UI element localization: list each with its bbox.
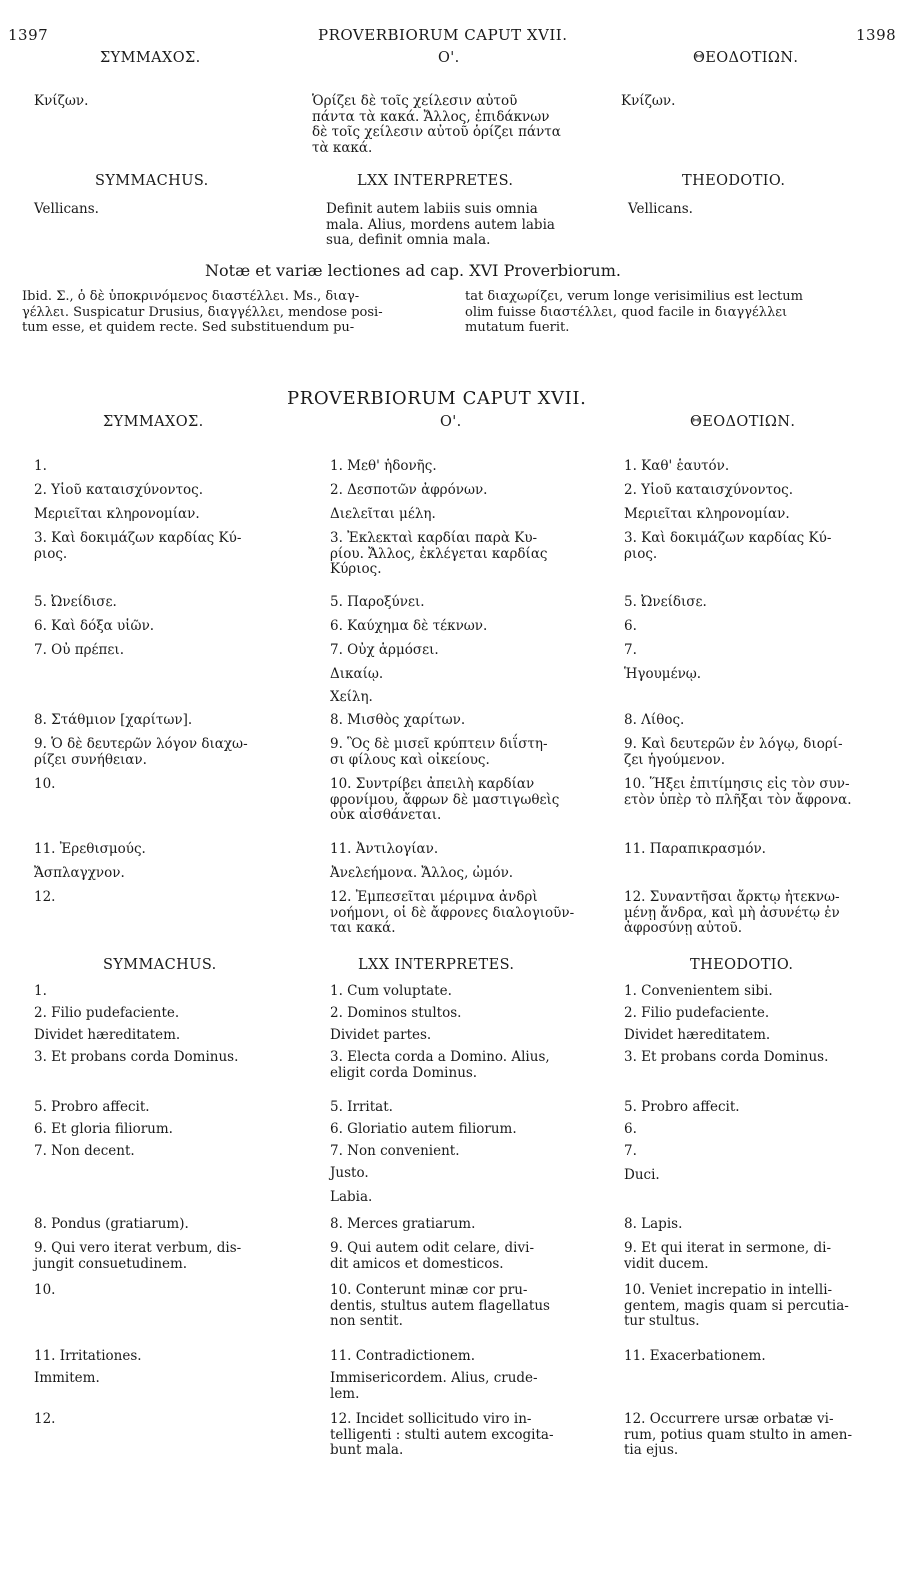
verse-entry [330, 866, 513, 882]
verse-entry [330, 1217, 475, 1233]
verse-entry [34, 1050, 238, 1066]
verse-line: 3. Electa corda a Domino. Alius, [330, 1049, 550, 1065]
verse-line: ρίου. Ἄλλος, ἐκλέγεται καρδίας [330, 545, 548, 562]
verse-line: Justo. [330, 1165, 369, 1181]
verse-line: Κύριος. [330, 561, 382, 578]
verse-entry [330, 531, 548, 578]
verse-entry [330, 1241, 534, 1272]
verse-entry [330, 667, 383, 683]
verse-line: bunt mala. [330, 1442, 404, 1459]
chapter-header-lxx-greek: Ο'. [440, 414, 462, 430]
header-symmachus-greek: ΣΥΜΜΑΧΟΣ. [100, 50, 201, 66]
verse-line: jungit consuetudinem. [34, 1255, 188, 1272]
verse-line: vidit ducem. [624, 1255, 709, 1272]
verse-line: 11. Exacerbationem. [624, 1348, 766, 1364]
verse-line: Χείλη. [330, 689, 373, 705]
verse-line: 2. Υἱοῦ καταισχύνοντος. [34, 482, 204, 498]
verse-entry [330, 1028, 431, 1044]
page-number-right: 1398 [856, 26, 897, 44]
verse-entry [624, 667, 701, 683]
verse-line: 5. Probro affecit. [34, 1099, 150, 1115]
verse-line: ρίζει συνήθειαν. [34, 751, 147, 768]
verse-line: non sentit. [330, 1313, 403, 1330]
verse-line: 5. Ὠνείδισε. [34, 594, 117, 610]
verse-entry [330, 690, 373, 706]
verse-entry [624, 842, 766, 858]
verse-entry [330, 737, 548, 768]
verse-line: 5. Irritat. [330, 1099, 393, 1115]
verse-line: 11. Παραπικρασμόν. [624, 841, 766, 857]
verse-entry [34, 1283, 55, 1299]
verse-entry [624, 984, 773, 1000]
chapter-title: PROVERBIORUM CAPUT XVII. [287, 388, 587, 409]
verse-entry [34, 1100, 150, 1116]
verse-line: Μεριεῖται κληρονομίαν. [34, 506, 200, 522]
verse-entry [624, 1100, 740, 1116]
verse-entry [330, 1144, 460, 1160]
verse-line: 5. Probro affecit. [624, 1099, 740, 1115]
verse-line: ριος. [34, 545, 68, 562]
verse-line: 5. Παροξύνει. [330, 594, 425, 610]
verse-line: 2. Δεσποτῶν ἀφρόνων. [330, 482, 488, 498]
verse-line: 1. Καθ' ἑαυτόν. [624, 458, 730, 474]
verse-entry [34, 619, 154, 635]
verse-entry [330, 1166, 369, 1182]
verse-line: 12. [34, 889, 56, 905]
verse-line: 3. Καὶ δοκιμάζων καρδίας Κύ- [624, 530, 832, 546]
verse-line: tur stultus. [624, 1313, 700, 1330]
running-title: PROVERBIORUM CAPUT XVII. [318, 26, 568, 44]
verse-line: 3. Ἐκλεκταὶ καρδίαι παρὰ Κυ- [330, 530, 538, 546]
verse-line: Δικαίῳ. [330, 666, 384, 682]
verse-line: οὐκ αἰσθάνεται. [330, 807, 442, 824]
verse-line: 3. Et probans corda Dominus. [624, 1049, 829, 1065]
verse-line: rum, potius quam stulto in amen- [624, 1426, 853, 1443]
verse-entry [624, 507, 790, 523]
verse-line: 10. [34, 776, 56, 792]
verse-line: 1. Μεθ' ἡδονῆς. [330, 458, 437, 474]
verse-line: 1. Cum voluptate. [330, 983, 452, 999]
verse-entry [330, 459, 437, 475]
verse-line: 12. Occurrere ursæ orbatæ vi- [624, 1411, 834, 1427]
verse-line: Dividet hæreditatem. [34, 1027, 181, 1043]
verse-entry [34, 507, 200, 523]
verse-entry [34, 459, 47, 475]
verse-entry [34, 1371, 100, 1387]
verse-line: gentem, magis quam si percutia- [624, 1297, 849, 1314]
verse-entry [330, 1371, 538, 1402]
verse-entry [330, 984, 452, 1000]
verse-line: 6. [624, 618, 637, 634]
chapter-header-theodotio-latin: THEODOTIO. [690, 957, 794, 973]
verse-line: 6. [624, 1121, 637, 1137]
verse-entry [34, 643, 124, 659]
verse-line: ται κακά. [330, 920, 396, 937]
verse-line: 2. Filio pudefaciente. [624, 1005, 770, 1021]
verse-entry [624, 1217, 682, 1233]
verse-entry [624, 459, 729, 475]
verse-entry [34, 1349, 142, 1365]
verse-entry [34, 483, 203, 499]
verse-line: 9. Qui autem odit celare, divi- [330, 1240, 535, 1256]
verse-line: 9. Ὃς δὲ μισεῖ κρύπτειν διΐστη- [330, 736, 548, 752]
verse-line: Διελεῖται μέλη. [330, 506, 436, 522]
verse-entry [34, 984, 47, 1000]
chapter-header-symmachus-greek: ΣΥΜΜΑΧΟΣ. [103, 414, 204, 430]
verse-entry [34, 1412, 55, 1428]
verse-entry [624, 1050, 828, 1066]
verse-line: Immisericordem. Alius, crude- [330, 1370, 538, 1386]
verse-line: 9. Qui vero iterat verbum, dis- [34, 1240, 242, 1256]
verse-entry [330, 1349, 475, 1365]
verse-entry [624, 595, 707, 611]
verse-line: 1. [34, 983, 47, 999]
header-symmachus-latin: SYMMACHUS. [95, 173, 209, 189]
verse-entry [330, 1283, 550, 1330]
header-theodotio-latin: THEODOTIO. [682, 173, 786, 189]
verse-entry [330, 1412, 554, 1459]
verse-entry [34, 1028, 180, 1044]
verse-entry [34, 531, 241, 562]
verse-entry [624, 1412, 852, 1459]
verse-line: ἀφροσύνῃ αὐτοῦ. [624, 920, 743, 937]
header-lxx-latin: LXX INTERPRETES. [357, 173, 514, 189]
verse-entry [624, 1283, 849, 1330]
notes-left: Ibid. Σ., ὁ δὲ ὑποκρινόμενος διαστέλλει. Ms., διαγ- γέλλει. Suspicatur Drusius, διαγγέλλει, mendose posi- tum esse, et quidem recte. Sed substituendum pu- [22, 289, 383, 335]
verse-entry [34, 777, 55, 793]
verse-line: 11. Ἐρεθισμούς. [34, 841, 146, 857]
verse-line: 1. Convenientem sibi. [624, 983, 773, 999]
verse-entry [34, 1144, 135, 1160]
verse-entry [34, 1006, 179, 1022]
verse-line: 1. [34, 458, 47, 474]
verse-line: 10. Συντρίβει ἀπειλὴ καρδίαν [330, 776, 535, 792]
verse-entry [330, 1050, 550, 1081]
top-latin-symmachus: Vellicans. [34, 201, 99, 217]
verse-line: 6. Et gloria filiorum. [34, 1121, 173, 1137]
verse-entry [34, 1122, 173, 1138]
verse-entry [34, 1241, 241, 1272]
verse-line: 10. Conterunt minæ cor pru- [330, 1282, 528, 1298]
verse-line: 10. Veniet increpatio in intelli- [624, 1282, 833, 1298]
verse-line: 7. Non convenient. [330, 1143, 460, 1159]
verse-entry [624, 713, 684, 729]
verse-line: Labia. [330, 1189, 373, 1205]
verse-line: 8. Μισθὸς χαρίτων. [330, 712, 466, 728]
verse-entry [34, 713, 192, 729]
verse-line: νοήμονι, οἱ δὲ ἄφρονες διαλογιοῦν- [330, 904, 575, 921]
verse-line: 12. Ἐμπεσεῖται μέριμνα ἀνδρὶ [330, 889, 538, 905]
verse-line: Dividet partes. [330, 1027, 432, 1043]
verse-entry [330, 643, 439, 659]
chapter-header-theodotion-greek: ΘΕΟΔΟΤΙΩΝ. [690, 414, 796, 430]
verse-line: 2. Υἱοῦ καταισχύνοντος. [624, 482, 794, 498]
verse-entry [34, 595, 117, 611]
verse-line: 10. [34, 1282, 56, 1298]
verse-entry [34, 866, 125, 882]
verse-line: 2. Filio pudefaciente. [34, 1005, 180, 1021]
verse-entry [330, 507, 436, 523]
verse-line: Ἀνελεήμονα. Ἄλλος, ὠμόν. [330, 865, 514, 881]
verse-line: 8. Στάθμιον [χαρίτων]. [34, 712, 193, 728]
verse-line: 8. Lapis. [624, 1216, 683, 1232]
top-greek-theodotion: Κνίζων. [621, 93, 676, 109]
verse-entry [624, 1241, 831, 1272]
verse-line: tia ejus. [624, 1442, 679, 1459]
verse-entry [624, 1168, 660, 1184]
verse-entry [330, 713, 465, 729]
verse-entry [330, 842, 438, 858]
verse-line: 8. Pondus (gratiarum). [34, 1216, 189, 1232]
verse-entry [34, 1217, 189, 1233]
verse-line: Duci. [624, 1167, 660, 1183]
top-latin-lxx: Definit autem labiis suis omnia mala. Alius, mordens autem labia sua, definit omnia mala. [326, 201, 555, 249]
verse-line: 11. Contradictionem. [330, 1348, 476, 1364]
header-lxx-greek: Ο'. [438, 50, 460, 66]
verse-line: ριος. [624, 545, 658, 562]
verse-line: 7. Οὐ πρέπει. [34, 642, 124, 658]
verse-line: Ἡγουμένῳ. [624, 666, 702, 682]
verse-line: Immitem. [34, 1370, 100, 1386]
verse-entry [330, 619, 487, 635]
verse-line: 8. Λίθος. [624, 712, 685, 728]
verse-entry [330, 777, 559, 824]
verse-entry [624, 1028, 770, 1044]
verse-line: μένῃ ἄνδρα, καὶ μὴ ἀσυνέτῳ ἐν [624, 904, 840, 921]
verse-line: φρονίμου, ἄφρων δὲ μαστιγωθεὶς [330, 791, 560, 808]
verse-line: 12. Incidet sollicitudo viro in- [330, 1411, 532, 1427]
verse-line: σι φίλους καὶ οἰκείους. [330, 751, 490, 768]
verse-entry [624, 1349, 766, 1365]
verse-line: 7. Οὐχ ἁρμόσει. [330, 642, 439, 658]
verse-entry [624, 531, 831, 562]
notes-title: Notæ et variæ lectiones ad cap. XVI Proverbiorum. [205, 261, 621, 280]
verse-entry [624, 643, 637, 659]
verse-entry [624, 777, 852, 808]
verse-line: eligit corda Dominus. [330, 1064, 478, 1081]
verse-line: 9. Καὶ δευτερῶν ἐν λόγῳ, διορί- [624, 736, 843, 752]
notes-right: tat διαχωρίζει, verum longe verisimilius est lectum olim fuisse διαστέλλει, quod facile in διαγγέλλει mutatum fuerit. [465, 289, 803, 335]
verse-line: 11. Ἀντιλογίαν. [330, 841, 439, 857]
chapter-header-symmachus-latin: SYMMACHUS. [103, 957, 217, 973]
verse-line: Dividet hæreditatem. [624, 1027, 771, 1043]
header-theodotion-greek: ΘΕΟΔΟΤΙΩΝ. [693, 50, 799, 66]
verse-entry [624, 737, 843, 768]
verse-line: ετὸν ὑπὲρ τὸ πλῆξαι τὸν ἄφρονα. [624, 791, 852, 808]
verse-line: dit amicos et domesticos. [330, 1255, 504, 1272]
verse-line: ζει ἡγούμενον. [624, 751, 725, 768]
verse-line: 6. Gloriatio autem filiorum. [330, 1121, 517, 1137]
verse-line: 3. Καὶ δοκιμάζων καρδίας Κύ- [34, 530, 242, 546]
chapter-header-lxx-latin: LXX INTERPRETES. [358, 957, 515, 973]
page-number-left: 1397 [8, 26, 49, 44]
verse-entry [330, 1190, 372, 1206]
verse-entry [624, 483, 793, 499]
verse-line: 7. Non decent. [34, 1143, 135, 1159]
verse-line: Ἄσπλαγχνον. [34, 865, 125, 881]
verse-line: 7. [624, 642, 637, 658]
verse-line: Μεριεῖται κληρονομίαν. [624, 506, 790, 522]
verse-entry [330, 1006, 461, 1022]
verse-line: 6. Καύχημα δὲ τέκνων. [330, 618, 488, 634]
verse-line: dentis, stultus autem flagellatus [330, 1297, 550, 1314]
verse-entry [330, 595, 425, 611]
top-latin-theodotio: Vellicans. [628, 201, 693, 217]
verse-line: 3. Et probans corda Dominus. [34, 1049, 239, 1065]
verse-entry [34, 737, 248, 768]
verse-line: 9. Ὁ δὲ δευτερῶν λόγον διαχω- [34, 736, 248, 752]
verse-line: lem. [330, 1385, 360, 1402]
verse-entry [330, 1100, 393, 1116]
verse-line: 9. Et qui iterat in sermone, di- [624, 1240, 832, 1256]
verse-line: 11. Irritationes. [34, 1348, 142, 1364]
top-greek-lxx: Ὁρίζει δὲ τοῖς χείλεσιν αὐτοῦ πάντα τὰ κακά. Ἄλλος, ἐπιδάκνων δὲ τοῖς χείλεσιν αὐτοῦ ὁρίζει πάντα τὰ κακά. [312, 93, 561, 156]
verse-line: 2. Dominos stultos. [330, 1005, 462, 1021]
verse-line: 8. Merces gratiarum. [330, 1216, 476, 1232]
verse-line: 5. Ὠνείδισε. [624, 594, 707, 610]
top-greek-symmachus: Κνίζων. [34, 93, 89, 109]
verse-entry [624, 1144, 637, 1160]
verse-line: 12. [34, 1411, 56, 1427]
verse-entry [624, 619, 637, 635]
verse-entry [330, 890, 574, 937]
verse-line: 6. Καὶ δόξα υἱῶν. [34, 618, 155, 634]
verse-line: 10. Ἥξει ἐπιτίμησις εἰς τὸν συν- [624, 776, 850, 792]
verse-entry [330, 1122, 517, 1138]
verse-entry [34, 842, 146, 858]
verse-line: telligenti : stulti autem excogita- [330, 1426, 554, 1443]
verse-entry [624, 1122, 637, 1138]
verse-line: 12. Συναντῆσαι ἄρκτῳ ἠτεκνω- [624, 889, 840, 905]
verse-entry [34, 890, 55, 906]
verse-entry [330, 483, 487, 499]
verse-entry [624, 890, 840, 937]
verse-line: 7. [624, 1143, 637, 1159]
verse-entry [624, 1006, 769, 1022]
